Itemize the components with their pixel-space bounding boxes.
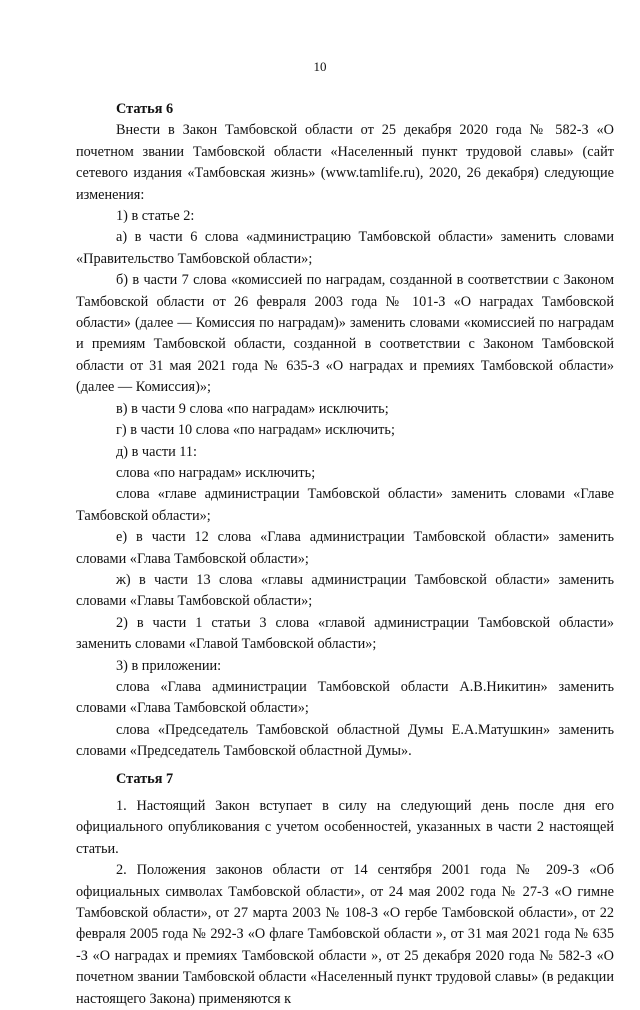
article-6-item: 2) в части 1 статьи 3 слова «главой администрации Тамбовской области» заменить словами «Главой Тамбовской области»; [76, 614, 614, 653]
article-6-item: д) в части 11: [116, 443, 198, 460]
article-6-item: е) в части 12 слова «Глава администрации Тамбовской области» заменить словами «Глава Тамбовской области»; [76, 529, 614, 567]
document-body [76, 99, 614, 1010]
article-7-part-1: 1. Настоящий Закон вступает в силу на следующий день после дня его официального опубликования с учетом особенностей, указанных в части 2 настоящей статьи. [76, 798, 614, 857]
article-6-item: 1) в статье 2: [116, 208, 195, 225]
article-6-item: слова «главе администрации Тамбовской области» заменить словами «Главе Тамбовской области»; [76, 486, 614, 524]
article-6-item: слова «по наградам» исключить; [116, 464, 316, 481]
article-6-item: в) в части 9 слова «по наградам» исключить; [116, 400, 389, 417]
article-6-item: б) в части 7 слова «комиссией по наградам, созданной в соответствии с Законом Тамбовской области от 26 февраля 2003 года № 101-З «О наградах Тамбовской области» (далее — Комиссия по наградам)» заменить словами «комиссией по наградам и премиям Тамбовской области, созданной в соответствии с Законом Тамбовской области от 31 мая 2021 года № 635-З «О наградах и премиях Тамбовской области» (далее — Комиссия)»; [76, 272, 614, 396]
article-6-item: слова «Председатель Тамбовской областной Думы Е.А.Матушкин» заменить словами «Председатель Тамбовской областной Думы». [76, 721, 614, 760]
article-6-item: ж) в части 13 слова «главы администрации Тамбовской области» заменить словами «Главы Тамбовской области»; [76, 571, 614, 610]
page-number: 10 [313, 59, 327, 74]
article-6-heading: Статья 6 [116, 101, 174, 117]
article-6-item: слова «Глава администрации Тамбовской области А.В.Никитин» заменить словами «Глава Тамбовской области»; [76, 678, 614, 717]
article-7-heading: Статья 7 [116, 770, 174, 787]
article-6-intro: Внести в Закон Тамбовской области от 25 декабря 2020 года № 582-З «О почетном звании Тамбовской области «Населенный пункт трудовой славы» (сайт сетевого издания «Тамбовская жизнь» (www.tamlife.ru), 2020, 26 декабря) следующие изменения: [76, 122, 614, 203]
article-6-item: а) в части 6 слова «администрацию Тамбовской области» заменить словами «Правительство Тамбовской области»; [76, 229, 614, 267]
article-7-part-2: 2. Положения законов области от 14 сентября 2001 года № 209-З «Об официальных символах Тамбовской области», от 24 мая 2002 года № 27-З «О гимне Тамбовской области», от 27 марта 2003 № 108-З «О гербе Тамбовской области», от 22 февраля 2005 года № 292-З «О флаге Тамбовской области », от 31 мая 2021 года № 635 -З «О наградах и премиях Тамбовской области », от 25 декабря 2020 года № 582-З «О почетном звании Тамбовской области «Населенный пункт трудовой славы» (в редакции настоящего Закона) применяются к [76, 862, 614, 1007]
article-6-item: 3) в приложении: [116, 657, 222, 674]
article-6-item: г) в части 10 слова «по наградам» исключить; [116, 422, 395, 439]
